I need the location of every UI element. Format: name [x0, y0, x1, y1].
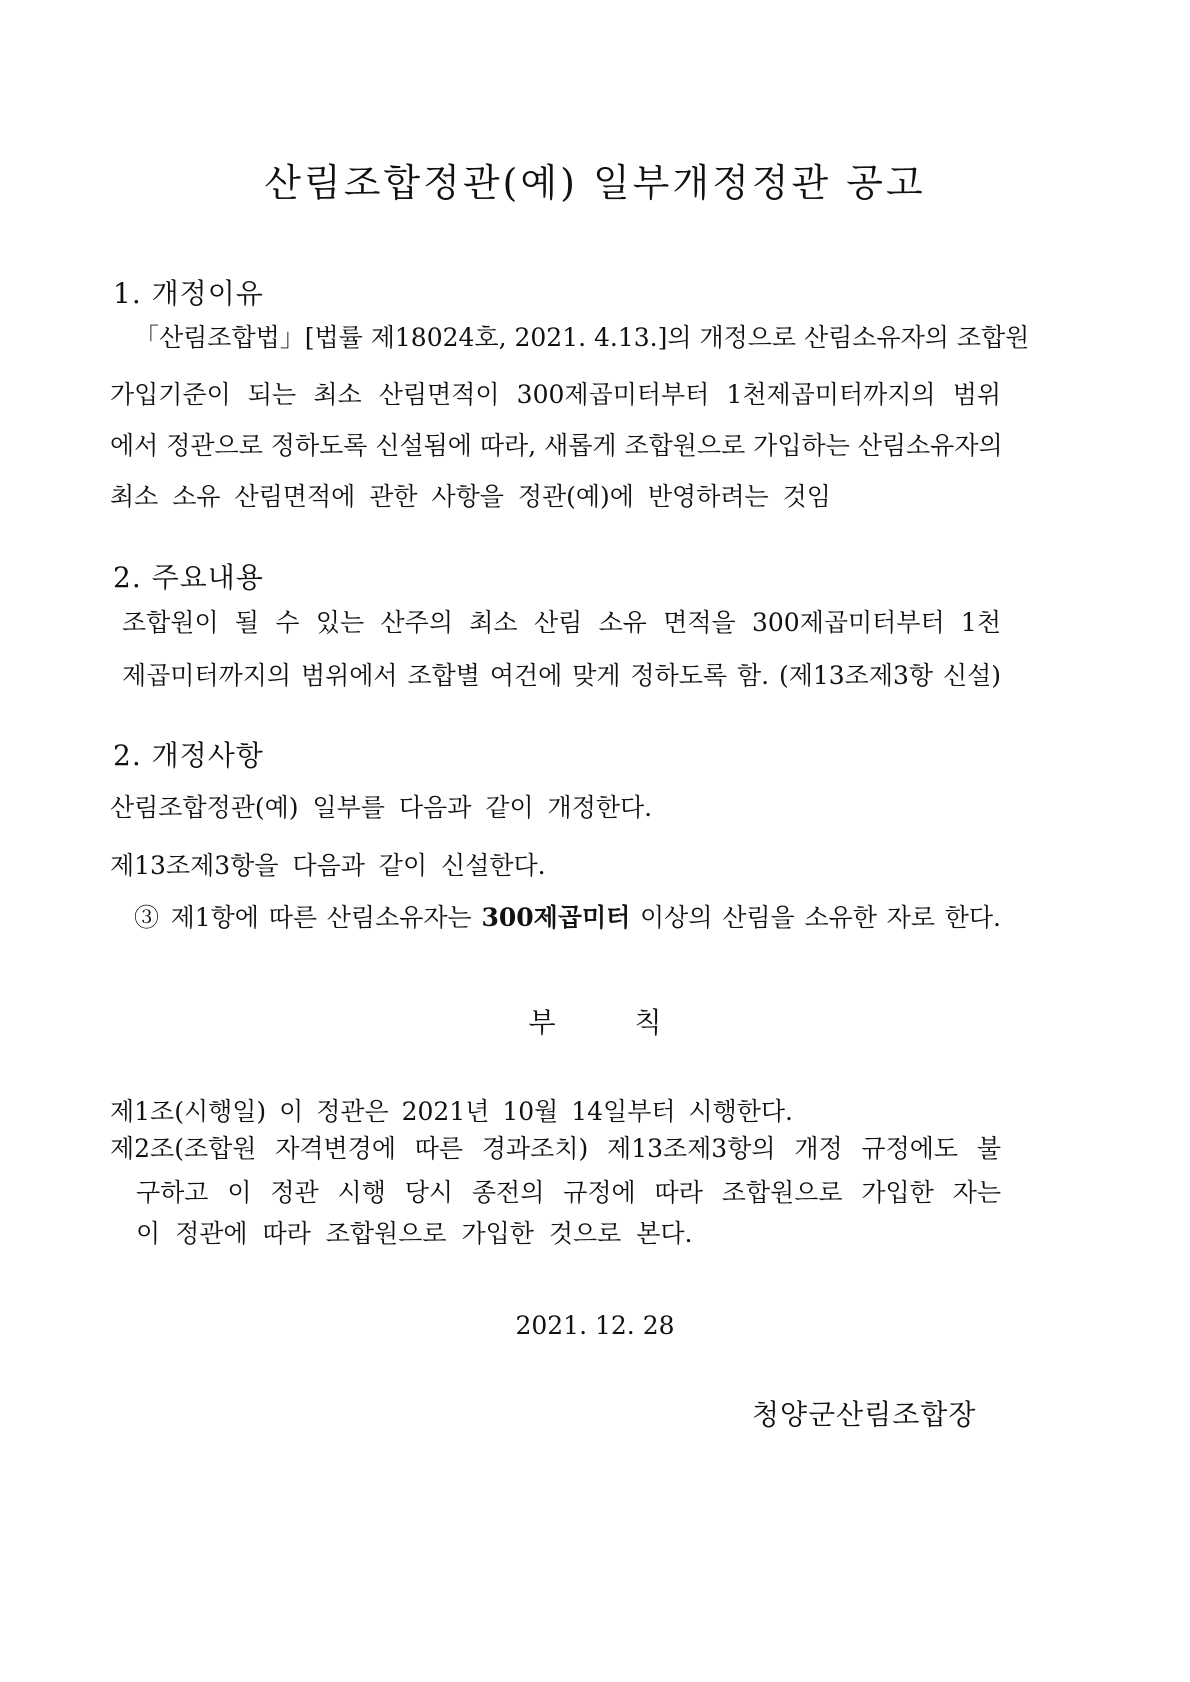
clause-suffix: 이상의 산림을 소유한 자로 한다.	[630, 903, 1001, 932]
supplementary-article-2-line: 구하고 이 정관 시행 당시 종전의 규정에 따라 조합원으로 가입한 자는	[136, 1178, 1001, 1207]
supplementary-heading: 부 칙	[528, 1006, 662, 1039]
reason-line: 「산림조합법」[법률 제18024호, 2021. 4.13.]의 개정으로 산림소유자의 조합원	[134, 323, 1030, 352]
signer-name: 청양군산림조합장	[752, 1398, 977, 1431]
supplementary-article-1: 제1조(시행일) 이 정관은 2021년 10월 14일부터 시행한다.	[110, 1097, 793, 1126]
supplementary-article-2-line: 이 정관에 따라 조합원으로 가입한 것으로 본다.	[136, 1219, 693, 1248]
reason-line: 에서 정관으로 정하도록 신설됨에 따라, 새롭게 조합원으로 가입하는 산림소유자의	[110, 431, 1003, 460]
amendment-line: 산림조합정관(예) 일부를 다음과 같이 개정한다.	[110, 793, 653, 822]
main-content-line: 제곱미터까지의 범위에서 조합별 여건에 맞게 정하도록 함. (제13조제3항 신설)	[122, 661, 1001, 690]
section-heading-amendment: 2. 개정사항	[113, 739, 264, 772]
notice-date: 2021. 12. 28	[515, 1311, 675, 1340]
supplementary-article-2-line: 제2조(조합원 자격변경에 따른 경과조치) 제13조제3항의 개정 규정에도 불	[110, 1134, 1001, 1163]
reason-line: 가입기준이 되는 최소 산림면적이 300제곱미터부터 1천제곱미터까지의 범위	[110, 380, 1001, 409]
section-heading-main-content: 2. 주요내용	[113, 561, 264, 594]
reason-line: 최소 소유 산림면적에 관한 사항을 정관(예)에 반영하려는 것임	[110, 482, 831, 511]
clause-prefix: ③ 제1항에 따른 산림소유자는	[134, 903, 482, 932]
document-title: 산림조합정관(예) 일부개정정관 공고	[264, 161, 926, 205]
main-content-line: 조합원이 될 수 있는 산주의 최소 산림 소유 면적을 300제곱미터부터 1천	[122, 608, 1001, 637]
section-heading-reason: 1. 개정이유	[113, 277, 264, 310]
clause-emphasis: 300제곱미터	[481, 903, 631, 932]
new-clause-line	[134, 898, 1001, 934]
amendment-line: 제13조제3항을 다음과 같이 신설한다.	[110, 851, 546, 880]
